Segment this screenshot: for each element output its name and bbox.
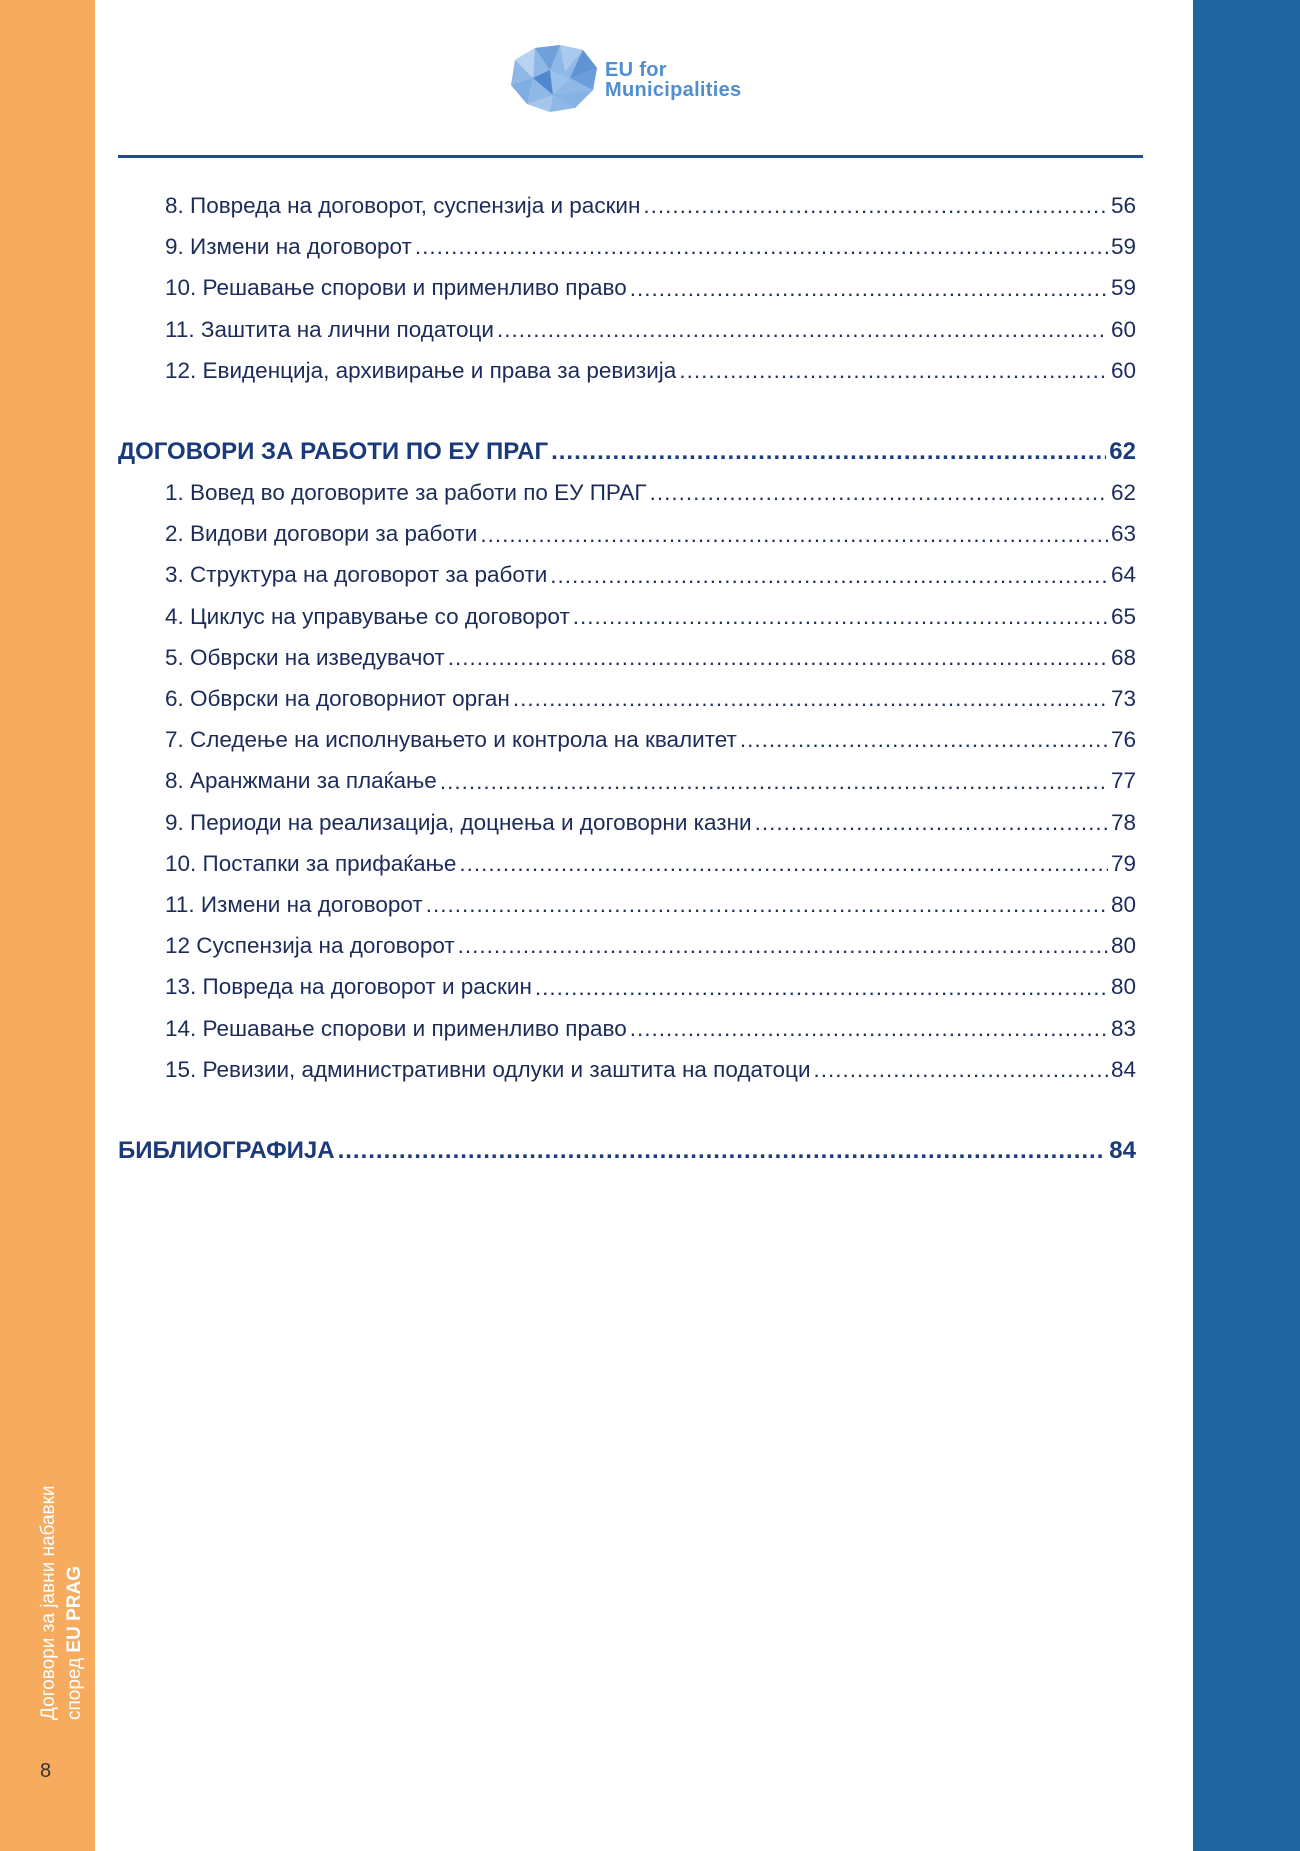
toc-entry[interactable] bbox=[118, 555, 1136, 596]
sidebar-caption-line2 bbox=[62, 1420, 88, 1720]
dot-leader bbox=[814, 1049, 1108, 1090]
eu-for-municipalities-logo bbox=[505, 40, 765, 120]
toc-entry-page: 62 bbox=[1110, 480, 1136, 506]
toc-entry[interactable] bbox=[118, 884, 1136, 925]
toc-entry[interactable] bbox=[118, 843, 1136, 884]
dot-leader bbox=[650, 472, 1108, 513]
toc-entry[interactable] bbox=[118, 802, 1136, 843]
dot-leader bbox=[480, 514, 1108, 555]
section-spacer bbox=[118, 391, 1136, 431]
toc-section-label: БИБЛИОГРАФИЈА bbox=[118, 1136, 335, 1164]
toc-entry-page: 84 bbox=[1110, 1056, 1136, 1082]
toc-section-label: ДОГОВОРИ ЗА РАБОТИ ПО ЕУ ПРАГ bbox=[118, 437, 549, 465]
toc-entry-label: 12 Суспензија на договорот bbox=[165, 933, 455, 959]
page-number: 8 bbox=[40, 1760, 52, 1782]
toc-entry-page: 65 bbox=[1110, 603, 1136, 629]
toc-section-heading[interactable] bbox=[118, 431, 1136, 472]
dot-leader bbox=[459, 843, 1108, 884]
toc-entry[interactable] bbox=[118, 760, 1136, 801]
toc-entry-page: 76 bbox=[1110, 727, 1136, 753]
dot-leader bbox=[535, 967, 1108, 1008]
toc-entry-page: 80 bbox=[1110, 974, 1136, 1000]
toc-entry-page: 83 bbox=[1110, 1015, 1136, 1041]
toc-entry-label: 6. Обврски на договорниот орган bbox=[165, 686, 510, 712]
toc-entry[interactable] bbox=[118, 267, 1136, 308]
toc-entry[interactable] bbox=[118, 678, 1136, 719]
toc-entry-label: 14. Решавање спорови и применливо право bbox=[165, 1015, 627, 1041]
toc-entry-page: 64 bbox=[1110, 562, 1136, 588]
toc-section-page: 62 bbox=[1109, 437, 1136, 465]
toc-entry-label: 12. Евиденција, архивирање и права за ревизија bbox=[165, 357, 677, 383]
table-of-contents bbox=[118, 185, 1136, 1171]
dot-leader bbox=[426, 884, 1108, 925]
toc-entry[interactable] bbox=[118, 1008, 1136, 1049]
toc-entry-label: 10. Решавање спорови и применливо право bbox=[165, 275, 627, 301]
toc-entry-label: 4. Циклус на управување со договорот bbox=[165, 603, 570, 629]
toc-entry[interactable] bbox=[118, 350, 1136, 391]
section-spacer bbox=[118, 1090, 1136, 1130]
toc-entry-page: 78 bbox=[1110, 809, 1136, 835]
toc-entry[interactable] bbox=[118, 596, 1136, 637]
toc-entry-label: 1. Вовед во договорите за работи по ЕУ ПРАГ bbox=[165, 480, 647, 506]
toc-entry-label: 15. Ревизии, административни одлуки и заштита на податоци bbox=[165, 1056, 811, 1082]
toc-entry[interactable] bbox=[118, 185, 1136, 226]
dot-leader bbox=[415, 226, 1108, 267]
right-color-band bbox=[1193, 0, 1300, 1851]
toc-entry-page: 68 bbox=[1110, 644, 1136, 670]
map-logo-icon bbox=[505, 40, 605, 120]
toc-entry-label: 9. Измени на договорот bbox=[165, 234, 412, 260]
sidebar-caption bbox=[36, 1420, 92, 1720]
toc-entry-label: 11. Измени на договорот bbox=[165, 891, 423, 917]
toc-entry[interactable] bbox=[118, 513, 1136, 554]
toc-entry-page: 59 bbox=[1110, 275, 1136, 301]
toc-entry-label: 2. Видови договори за работи bbox=[165, 521, 478, 547]
toc-entry-label: 10. Постапки за прифаќање bbox=[165, 850, 457, 876]
toc-entry-label: 13. Повреда на договорот и раскин bbox=[165, 974, 532, 1000]
dot-leader bbox=[573, 596, 1108, 637]
dot-leader bbox=[448, 637, 1108, 678]
dot-leader bbox=[740, 719, 1108, 760]
dot-leader bbox=[440, 761, 1108, 802]
toc-entry[interactable] bbox=[118, 637, 1136, 678]
dot-leader bbox=[630, 268, 1108, 309]
toc-section-page: 84 bbox=[1109, 1136, 1136, 1164]
toc-entry-page: 56 bbox=[1110, 192, 1136, 218]
toc-entry[interactable] bbox=[118, 309, 1136, 350]
toc-entry-label: 11. Заштита на лични податоци bbox=[165, 316, 494, 342]
sidebar-caption-bold: EU PRAG bbox=[64, 1565, 85, 1653]
toc-entry-page: 73 bbox=[1110, 686, 1136, 712]
sidebar-caption-prefix: според bbox=[64, 1652, 85, 1720]
toc-entry-page: 79 bbox=[1110, 850, 1136, 876]
dot-leader bbox=[497, 309, 1108, 350]
dot-leader bbox=[513, 678, 1108, 719]
toc-entry-page: 60 bbox=[1110, 316, 1136, 342]
toc-entry-page: 60 bbox=[1110, 357, 1136, 383]
toc-entry-label: 8. Аранжмани за плаќање bbox=[165, 768, 437, 794]
dot-leader bbox=[458, 925, 1108, 966]
toc-entry[interactable] bbox=[118, 226, 1136, 267]
dot-leader bbox=[550, 555, 1108, 596]
header-divider bbox=[118, 155, 1143, 158]
logo-wordmark bbox=[605, 60, 741, 100]
toc-entry[interactable] bbox=[118, 1049, 1136, 1090]
toc-entry-label: 3. Структура на договорот за работи bbox=[165, 562, 548, 588]
toc-entry-page: 63 bbox=[1110, 521, 1136, 547]
dot-leader bbox=[643, 185, 1108, 226]
toc-entry[interactable] bbox=[118, 966, 1136, 1007]
toc-entry-page: 80 bbox=[1110, 891, 1136, 917]
toc-section-heading[interactable] bbox=[118, 1130, 1136, 1171]
toc-entry[interactable] bbox=[118, 925, 1136, 966]
toc-entry-page: 59 bbox=[1110, 234, 1136, 260]
toc-entry-label: 9. Периоди на реализација, доцнења и договорни казни bbox=[165, 809, 752, 835]
dot-leader bbox=[630, 1008, 1108, 1049]
toc-entry-page: 77 bbox=[1110, 768, 1136, 794]
toc-entry-label: 7. Следење на исполнувањето и контрола на квалитет bbox=[165, 727, 737, 753]
logo-line2: Municipalities bbox=[605, 79, 742, 101]
toc-entry-page: 80 bbox=[1110, 933, 1136, 959]
sidebar-caption-line1: Договори за јавни набавки bbox=[38, 1485, 59, 1720]
logo-line1: EU for bbox=[605, 59, 667, 81]
dot-leader bbox=[551, 431, 1106, 472]
dot-leader bbox=[755, 802, 1108, 843]
toc-entry-label: 8. Повреда на договорот, суспензија и раскин bbox=[165, 192, 641, 218]
toc-entry-label: 5. Обврски на изведувачот bbox=[165, 644, 445, 670]
toc-entry[interactable] bbox=[118, 472, 1136, 513]
toc-entry[interactable] bbox=[118, 719, 1136, 760]
dot-leader bbox=[679, 350, 1108, 391]
dot-leader bbox=[338, 1130, 1107, 1171]
